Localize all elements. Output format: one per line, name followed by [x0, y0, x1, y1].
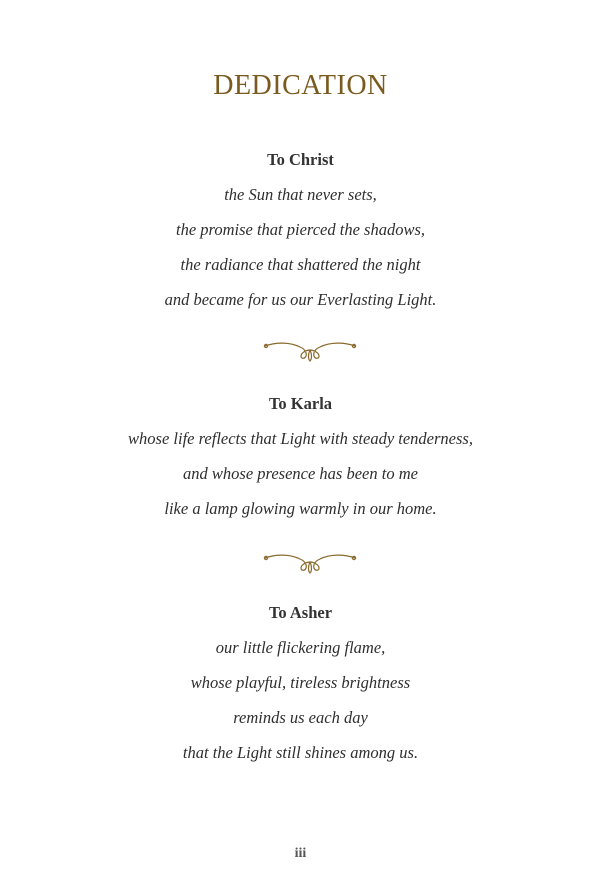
section-heading: To Karla — [268, 394, 333, 413]
verse-line: and became for us our Everlasting Light. — [164, 290, 437, 309]
verse-line: reminds us each day — [233, 708, 368, 727]
flourish-ornament-icon — [262, 336, 358, 362]
verse-line: the Sun that never sets, — [224, 185, 377, 204]
verse-line: the radiance that shattered the night — [180, 255, 421, 274]
verse-line: whose life reflects that Light with steady tenderness, — [128, 429, 473, 448]
page-number: iii — [294, 846, 307, 861]
verse-line: that the Light still shines among us. — [182, 743, 419, 762]
page-title: DEDICATION — [213, 70, 388, 101]
section-heading: To Asher — [268, 603, 333, 622]
section-heading: To Christ — [267, 150, 334, 169]
dedication-section-karla — [0, 394, 601, 519]
verse-line: the promise that pierced the shadows, — [176, 220, 425, 239]
verse-line: whose playful, tireless brightness — [190, 673, 411, 692]
verse-line: our little flickering flame, — [215, 638, 386, 657]
dedication-section-christ — [0, 150, 601, 310]
flourish-ornament-icon — [262, 548, 358, 574]
verse-line: like a lamp glowing warmly in our home. — [164, 499, 437, 518]
dedication-section-asher — [0, 603, 601, 763]
verse-line: and whose presence has been to me — [183, 464, 418, 483]
